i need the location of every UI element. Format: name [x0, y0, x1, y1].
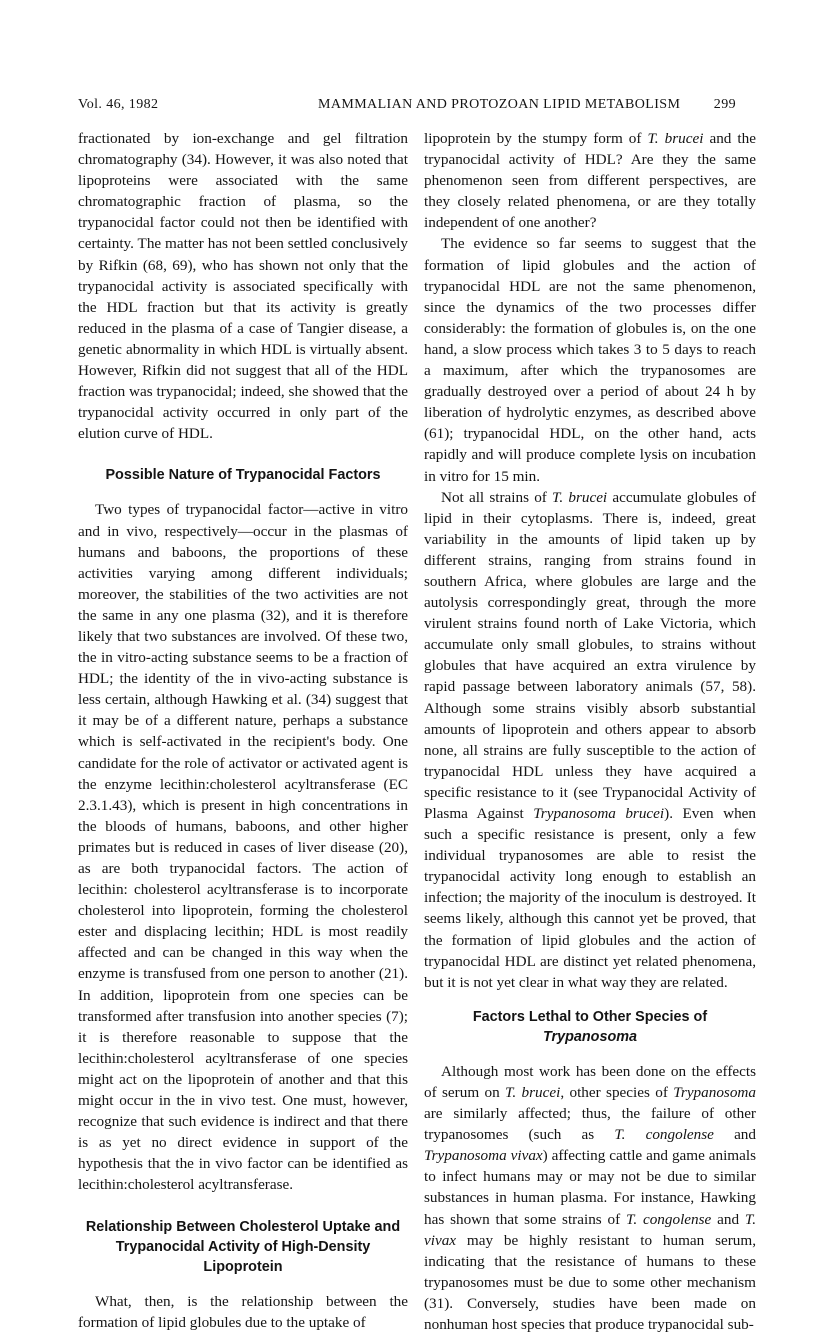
text-run: and the trypanocidal activity of HDL? Are they the same phenomenon seen from different perspectives, are they closely related phenomena, or are they totally independent of one another? — [424, 130, 756, 232]
running-header — [78, 94, 736, 116]
right-column — [424, 128, 756, 1335]
paragraph-other-species — [424, 1061, 756, 1335]
paragraph-continued-right — [424, 128, 756, 233]
species-name: T. vivax — [424, 1210, 756, 1249]
species-name: T. congolense — [614, 1126, 714, 1144]
species-name: T. brucei — [647, 130, 704, 147]
section-heading-factors-lethal — [424, 1007, 756, 1047]
text-run: Not all strains of — [441, 488, 553, 506]
heading-genus: Trypanosoma — [542, 1028, 638, 1045]
text-run: ) affecting cattle and game animals to infect humans may or may not be due to similar substances in human plasma. For instance, Hawking has shown that some strains of — [424, 1147, 756, 1228]
species-name: Trypanosoma — [673, 1083, 756, 1101]
species-name: T. congolense — [626, 1210, 712, 1228]
text-run: may be highly resistant to human serum, indicating that the resistance of humans to these trypanosomes must be due to some other mechanism (31). Conversely, studies have been made on nonhuman host species that produce trypanocidal sub- — [424, 1231, 756, 1333]
text-run: ). Even when such a specific resistance is present, only a few individual trypanosomes are able to resist the trypanocidal activity long enough to establish an infection; the majority of the inoculum is destroyed. It seems likely, although this cannot yet be proved, that the formation of lipid globules and the action of trypanocidal HDL are distinct yet related phenomena, but it is not yet clear in what way they are related. — [424, 805, 756, 991]
paragraph-trypanocidal-factors: Two types of trypanocidal factor—active in vitro and in vivo, respectively—occur in the plasmas of humans and baboons, the proportions of these activities varying among different individuals; moreover, the stabilities of the two activities are not the same in any one plasma (32), and it is therefore likely that two substances are involved. Of these two, the in vitro-acting substance seems to be a fraction of HDL; the identity of the in vivo-acting substance is less certain, although Hawking et al. (34) suggest that it may be of a different nature, perhaps a substance which is self-activated in the recipient's body. One candidate for the role of activator or activated agent is the enzyme lecithin:cholesterol acyltransferase (EC 2.3.1.43), which is present in high concentrations in the bloods of humans, baboons, and other higher primates but is reduced in cases of liver disease (20), as are both trypanocidal factors. The action of lecithin: cholesterol acyltransferase is to incorporate cholesterol into lipoprotein, forming the cholesterol ester and displacing lecithin; HDL is most readily affected and can be changed in this way when the enzyme is transfused from one person to another (21). In addition, lipoprotein from one species can be transformed after transfusion into another species (7); it is therefore reasonable to suppose that the lecithin:cholesterol acyltransferase of one species might act on the lipoprotein of another and that this might occur in the in vivo test. One must, however, recognize that such evidence is indirect and that there is as yet no direct evidence in support of the hypothesis that the in vivo factor can be identified as lecithin:cholesterol acyltransferase. — [78, 501, 408, 1194]
text-run: and — [713, 1126, 756, 1144]
left-column — [78, 128, 408, 1333]
text-run: lipoprotein by the stumpy form of — [424, 130, 648, 147]
paragraph-relationship-start: What, then, is the relationship between the formation of lipid globules due to the uptake of — [78, 1292, 408, 1331]
text-run: Although most work has been done on the effects of serum on — [424, 1062, 756, 1101]
paragraph-strains — [424, 487, 756, 993]
running-title: MAMMALIAN AND PROTOZOAN LIPID METABOLISM — [318, 97, 681, 112]
section-heading-possible-nature: Possible Nature of Trypanocidal Factors — [105, 467, 381, 484]
species-name: T. brucei — [552, 488, 608, 506]
page-number: 299 — [713, 97, 736, 112]
text-run: accumulate globules of lipid in their cytoplasms. There is, indeed, great variability in the amounts of lipid taken up by different strains, ranging from strains found in southern Africa, where globules are large and the autolysis correspondingly great, through the more virulent strains found north of Lake Victoria, which accumulate only small globules, to strains without globules that have acquired an extra virulence by rapid passage between laboratory animals (57, 58). Although some strains visibly absorb substantial amounts of lipoprotein and others appear to absorb none, all strains are fully susceptible to the action of trypanocidal HDL unless they have acquired a specific resistance to it (see Trypanocidal Activity of Plasma Against — [424, 488, 756, 822]
paragraph-continued: fractionated by ion-exchange and gel filtration chromatography (34). However, it was also noted that lipoproteins were associated with the same chromatographic fraction of plasma, so the trypanocidal factor could not then be identified with certainty. The matter has not been settled conclusively by Rifkin (68, 69), who has shown not only that the trypanocidal activity is associated specifically with the HDL fraction but that its activity is greatly reduced in the plasma of a case of Tangier disease, a genetic abnormality in which HDL is virtually absent. However, Rifkin did not suggest that all of the HDL fraction was trypanocidal; indeed, she showed that the trypanocidal activity occurred in only part of the elution curve of HDL. — [78, 130, 408, 443]
text-run: and — [711, 1210, 745, 1228]
species-name: Trypanosoma vivax — [424, 1147, 543, 1165]
text-run: , other species of — [560, 1083, 674, 1101]
section-heading-relationship: Relationship Between Cholesterol Uptake and Trypanocidal Activity of High-Density Lipoprotein — [85, 1218, 401, 1275]
species-name: T. brucei — [505, 1083, 561, 1101]
volume-year: Vol. 46, 1982 — [78, 97, 159, 112]
text-run: are similarly affected; thus, the failure of other trypanosomes (such as — [424, 1105, 756, 1144]
paragraph-evidence: The evidence so far seems to suggest that the formation of lipid globules and the action of trypanocidal HDL are not the same phenomenon, since the dynamics of the two processes differ considerably: the formation of globules is, on the one hand, a slow process which takes 3 to 5 days to reach a maximum, after which the trypanosomes are gradually destroyed over a period of about 24 h by liberation of hydrolytic enzymes, as described above (61); trypanocidal HDL, on the other hand, acts rapidly and will produce complete lysis on incubation in vitro for 15 min. — [424, 235, 756, 485]
species-name: Trypanosoma brucei — [533, 805, 665, 822]
heading-text: Factors Lethal to Other Species of — [472, 1008, 708, 1025]
